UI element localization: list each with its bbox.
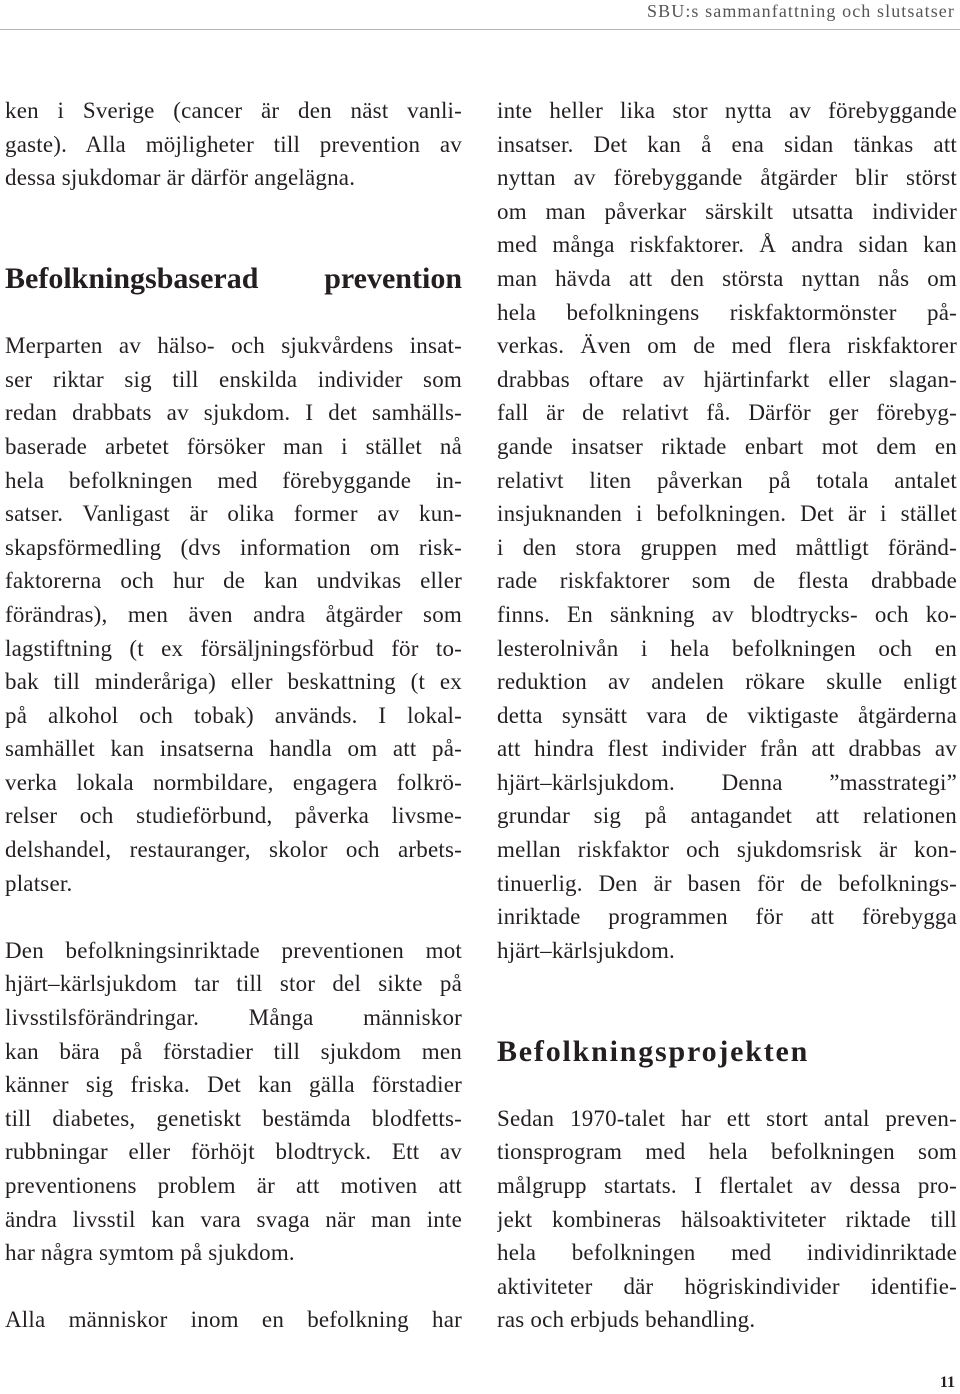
text-line: drabbas oftare av hjärtinfarkt eller slagan- <box>497 366 957 392</box>
text-line: lagstiftning (t ex försäljningsförbud för to- <box>5 635 462 661</box>
text-line: rubbningar eller förhöjt blodtryck. Ett av <box>5 1139 462 1165</box>
text-line: målgrupp startats. I flertalet av dessa pro- <box>497 1173 957 1198</box>
text-line: dessa sjukdomar är därför angelägna. <box>5 165 356 191</box>
text-line: tinuerlig. Den är basen för de befolknings- <box>497 870 957 896</box>
text-line: delshandel, restauranger, skolor och arbets- <box>5 837 462 863</box>
text-line: relser och studieförbund, påverka livsme- <box>5 803 462 829</box>
text-line: om man påverkar särskilt utsatta individer <box>497 198 957 224</box>
text-line: inte heller lika stor nytta av förebyggande <box>497 98 957 123</box>
text-line: faktorerna och hur de kan undvikas eller <box>5 568 462 594</box>
text-line: detta synsätt vara de viktigaste åtgärderna <box>497 702 957 728</box>
running-title: SBU:s sammanfattning och slutsatser <box>647 1 955 21</box>
text-line: redan drabbats av sjukdom. I det samhälls- <box>5 400 462 426</box>
text-line: insjuknanden i befolkningen. Det är i stället <box>497 501 957 527</box>
text-line: jekt kombineras hälsoaktiviteter riktade till <box>497 1206 957 1232</box>
text-line: finns. En sänkning av blodtrycks- och ko- <box>497 601 957 627</box>
text-line: tionsprogram med hela befolkningen som <box>497 1139 957 1165</box>
text-line: gande insatser riktade enbart mot dem en <box>497 433 957 459</box>
paragraph <box>5 1303 462 1337</box>
left-column <box>5 94 462 1337</box>
text-line: kan bära på förstadier till sjukdom men <box>5 1038 462 1064</box>
text-line: lesterolnivån i hela befolkningen och en <box>497 635 957 661</box>
text-line: till diabetes, genetiskt bestämda blodfetts- <box>5 1105 462 1131</box>
text-line: hjärt–kärlsjukdom tar till stor del sikte på <box>5 971 462 997</box>
paragraph <box>5 94 462 195</box>
text-line: skapsförmedling (dvs information om risk- <box>5 534 462 560</box>
text-line: mellan riskfaktor och sjukdomsrisk är kon- <box>497 837 957 863</box>
text-line: med många riskfaktorer. Å andra sidan kan <box>497 232 957 258</box>
text-line: på alkohol och tobak) används. I lokal- <box>5 702 462 728</box>
paragraph <box>497 1102 957 1337</box>
section-heading: Befolkningsbaserad prevention <box>5 261 462 295</box>
text-line: insatser. Det kan å ena sidan tänkas att <box>497 131 957 157</box>
text-line: hela befolkningen med förebyggande in- <box>5 467 462 493</box>
text-line: verka lokala normbildare, engagera folkrö- <box>5 769 462 795</box>
text-line: satser. Vanligast är olika former av kun- <box>5 501 462 527</box>
text-line: rade riskfaktorer som de flesta drabbade <box>497 568 957 594</box>
text-line: att hindra flest individer från att drabbas av <box>497 736 957 762</box>
text-line: ser riktar sig till enskilda individer som <box>5 366 462 392</box>
text-line: ras och erbjuds behandling. <box>497 1307 756 1333</box>
text-line: relativt liten påverkan på totala antalet <box>497 467 957 493</box>
paragraph <box>497 94 957 967</box>
paragraph <box>5 934 462 1270</box>
text-line: har några symtom på sjukdom. <box>5 1240 295 1266</box>
text-line: Sedan 1970-talet har ett stort antal preven- <box>497 1105 957 1131</box>
text-line: baserade arbetet försöker man i stället nå <box>5 433 462 459</box>
text-line: man hävda att den största nyttan nås om <box>497 265 957 291</box>
text-line: inriktade programmen för att förebygga <box>497 904 957 930</box>
text-line: ken i Sverige (cancer är den näst vanli- <box>5 98 462 123</box>
text-line: Merparten av hälso- och sjukvårdens insat- <box>5 333 462 359</box>
text-line: Den befolkningsinriktade preventionen mot <box>5 937 462 963</box>
text-line: hjärt–kärlsjukdom. Denna ”masstrategi” <box>497 769 957 795</box>
section-heading: Befolkningsprojekten <box>497 1034 810 1068</box>
page-number: 11 <box>939 1374 955 1391</box>
text-line: känner sig friska. Det kan gälla förstadier <box>5 1072 462 1098</box>
text-line: aktiviteter där högriskindivider identifie- <box>497 1273 957 1299</box>
text-line: hela befolkningen med individinriktade <box>497 1240 957 1266</box>
text-line: verkas. Även om de med flera riskfaktorer <box>497 333 957 359</box>
text-line: gaste). Alla möjligheter till prevention av <box>5 131 462 157</box>
paragraph <box>5 329 462 900</box>
text-line: Alla människor inom en befolkning har <box>5 1307 462 1333</box>
text-line: platser. <box>5 870 73 896</box>
text-line: samhället kan insatserna handla om att på- <box>5 736 462 762</box>
text-line: hela befolkningens riskfaktormönster på- <box>497 299 957 325</box>
text-line: fall är de relativt få. Därför ger förebyg- <box>497 400 957 426</box>
text-line: hjärt–kärlsjukdom. <box>497 937 675 963</box>
text-line: grundar sig på antagandet att relationen <box>497 803 957 829</box>
text-line: livsstilsförändringar. Många människor <box>5 1005 462 1031</box>
text-line: förändras), men även andra åtgärder som <box>5 601 462 627</box>
text-line: bak till minderåriga) eller beskattning (t ex <box>5 669 462 695</box>
text-line: i den stora gruppen med måttligt föränd- <box>497 534 957 560</box>
text-line: preventionens problem är att motiven att <box>5 1173 462 1198</box>
text-line: nyttan av förebyggande åtgärder blir störst <box>497 165 957 191</box>
right-column <box>497 94 957 1337</box>
header-rule <box>0 29 960 30</box>
text-line: ändra livsstil kan vara svaga när man inte <box>5 1206 462 1232</box>
running-header <box>647 0 955 22</box>
text-line: reduktion av andelen rökare skulle enligt <box>497 669 957 695</box>
